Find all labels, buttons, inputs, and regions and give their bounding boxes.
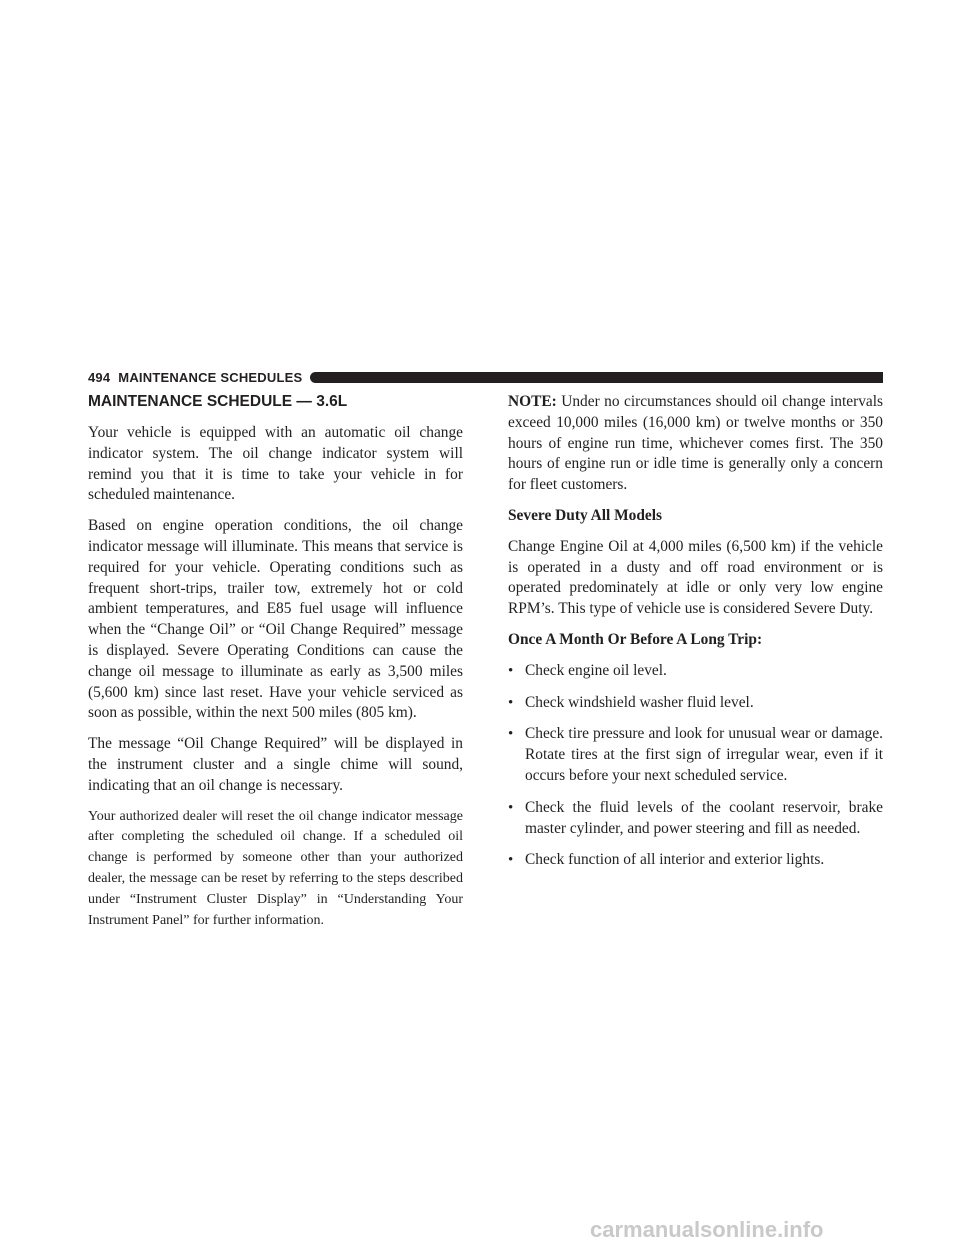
header-rule	[310, 372, 883, 383]
section-heading: MAINTENANCE SCHEDULE — 3.6L	[88, 393, 348, 410]
bullet-icon: •	[508, 852, 514, 869]
note-paragraph	[508, 392, 883, 496]
page-number: 494	[88, 369, 111, 385]
severe-duty-paragraph: Change Engine Oil at 4,000 miles (6,500 km) if the vehicle is operated in a dusty and off road environment or is operated predominately at idle or only very low engine RPM’s. This type of vehicle use is considered Severe Duty.	[508, 537, 883, 618]
section-title: MAINTENANCE SCHEDULES	[118, 369, 303, 385]
bullet-icon: •	[508, 694, 514, 711]
list-item: • Check windshield washer fluid level.	[508, 693, 883, 714]
checklist	[508, 661, 883, 871]
note-text: Under no circumstances should oil change intervals exceed 10,000 miles (16,000 km) or twelve months or 350 hours of engine run time, whichever comes first. The 350 hours of engine run or idle time is generally only a concern for fleet customers.	[508, 393, 883, 494]
reset-paragraph: Your authorized dealer will reset the oil change indicator message after completing the scheduled oil change. If a scheduled oil change is performed by someone other than your authorized dealer, the message can be reset by referring to the steps described under “Instrument Cluster Display” in “Understanding Your Instrument Panel” for further information.	[88, 808, 463, 928]
list-item: • Check tire pressure and look for unusual wear or damage. Rotate tires at the first sign of irregular wear, even if it occurs before your next scheduled service.	[508, 725, 883, 784]
list-item: • Check function of all interior and exterior lights.	[508, 850, 883, 871]
right-column	[508, 392, 883, 882]
message-paragraph: The message “Oil Change Required” will be displayed in the instrument cluster and a single chime will sound, indicating that an oil change is necessary.	[88, 735, 463, 794]
bullet-icon: •	[508, 662, 514, 679]
list-item: • Check the fluid levels of the coolant reservoir, brake master cylinder, and power steering and fill as needed.	[508, 798, 883, 837]
list-item: • Check engine oil level.	[508, 661, 883, 682]
bullet-icon: •	[508, 726, 514, 743]
running-header	[88, 369, 883, 385]
monthly-check-heading: Once A Month Or Before A Long Trip:	[508, 630, 763, 648]
left-column	[88, 392, 463, 941]
intro-paragraph: Your vehicle is equipped with an automatic oil change indicator system. The oil change indicator system will remind you that it is time to take your vehicle in for scheduled maintenance.	[88, 424, 463, 504]
bullet-icon: •	[508, 799, 514, 816]
watermark: carmanualsonline.info	[590, 1217, 824, 1242]
severe-duty-heading: Severe Duty All Models	[508, 506, 663, 524]
conditions-paragraph: Based on engine operation conditions, the oil change indicator message will illuminate. This means that service is required for your vehicle. Operating conditions such as frequent short-trips, trailer tow, extremely hot or cold ambient temperatures, and E85 fuel usage will influence when the “Change Oil” or “Oil Change Required” message is displayed. Severe Operating Conditions can cause the change oil message to illuminate as early as 3,500 miles (5,600 km) since last reset. Have your vehicle serviced as soon as possible, within the next 500 miles (805 km).	[88, 517, 463, 722]
note-label: NOTE:	[508, 393, 557, 410]
